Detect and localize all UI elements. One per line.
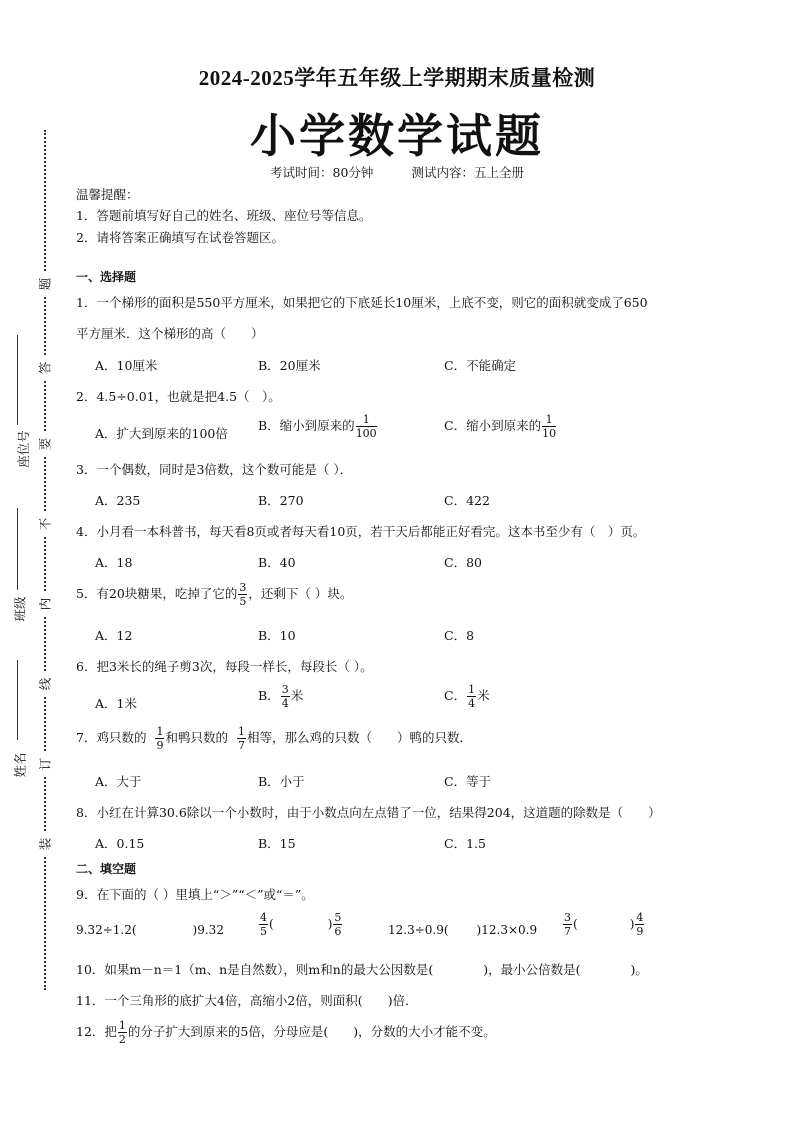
binding-char: 线 <box>38 672 51 696</box>
binding-char: 内 <box>38 592 51 616</box>
q6-option-c: C． $\frac{1}{4}$ 米 <box>444 683 490 710</box>
q2-option-c: C．缩小到原来的 $\frac{1}{10}$ <box>444 413 557 440</box>
q5-option-b: B．10 <box>258 628 296 643</box>
fraction: $\frac{1}{2}$ <box>118 1019 126 1046</box>
question-10: 10．如果m－n＝1（m、n是自然数），则m和n的最大公因数是( )，最小公倍数是( )。 <box>76 962 648 977</box>
exam-time: 考试时间：80分钟 <box>270 165 374 180</box>
q1-option-b: B．20厘米 <box>258 358 321 373</box>
q3-option-b: B．270 <box>258 493 304 508</box>
binding-dotted-line <box>44 130 46 990</box>
fraction: $\frac{1}{4}$ <box>468 683 476 710</box>
q8-option-b: B．15 <box>258 836 296 851</box>
binding-char: 答 <box>38 356 51 380</box>
fraction: $\frac{3}{5}$ <box>239 581 247 608</box>
q6-option-b: B． $\frac{3}{4}$ 米 <box>258 683 304 710</box>
q4-option-b: B．40 <box>258 555 296 570</box>
q9-expr-3: 12.3÷0.9( )12.3×0.9 <box>388 923 538 937</box>
binding-char: 订 <box>38 752 51 776</box>
tips-heading: 温馨提醒： <box>76 187 139 202</box>
fraction: $\frac{3}{4}$ <box>281 683 289 710</box>
q9-expr-1: 9.32÷1.2( )9.32 <box>76 923 224 937</box>
fraction: $\frac{1}{10}$ <box>542 413 557 440</box>
question-3: 3．一个偶数，同时是3倍数，这个数可能是（ ）． <box>76 462 353 477</box>
q3-option-c: C．422 <box>444 493 490 508</box>
q6-option-a: A．1米 <box>95 696 137 711</box>
question-1-line2: 平方厘米．这个梯形的高（ ） <box>76 326 264 341</box>
q2-option-a: A．扩大到原来的100倍 <box>95 426 228 441</box>
question-4: 4．小月看一本科普书，每天看8页或者每天看10页，若干天后都能正好看完。这本书至少有（ ）页。 <box>76 524 646 539</box>
fraction: $\frac{1}{100}$ <box>355 413 377 440</box>
q7-option-b: B．小于 <box>258 774 305 789</box>
section-heading: 一、选择题 <box>76 270 137 284</box>
q9-expr-2: $\frac{4}{5}$ ( ) $\frac{5}{6}$ <box>260 911 342 938</box>
q9-expr-4: $\frac{3}{7}$ ( ) $\frac{4}{9}$ <box>564 911 644 938</box>
fraction: $\frac{4}{5}$ <box>260 911 267 938</box>
q2-option-b: B．缩小到原来的 $\frac{1}{100}$ <box>258 413 377 440</box>
q5-option-c: C．8 <box>444 628 475 643</box>
question-2: 2．4.5÷0.01，也就是把4.5（ ）。 <box>76 389 281 404</box>
q1-option-a: A．10厘米 <box>95 358 158 373</box>
q8-option-a: A．0.15 <box>95 836 145 851</box>
fraction: $\frac{3}{7}$ <box>564 911 571 938</box>
subject-title: 小学数学试题 <box>250 109 544 163</box>
name-underline <box>17 660 18 740</box>
question-11: 11．一个三角形的底扩大4倍，高缩小2倍，则面积( )倍． <box>76 993 418 1008</box>
question-8: 8．小红在计算30.6除以一个小数时，由于小数点向左点错了一位，结果得204，这道题的除数是（ ） <box>76 805 661 820</box>
q3-option-a: A．235 <box>95 493 141 508</box>
question-12: 12．把 $\frac{1}{2}$ 的分子扩大到原来的5倍，分母应是( )，分数的大小才能不变。 <box>76 1019 496 1046</box>
name-label: 姓名 <box>12 752 28 778</box>
class-underline <box>17 508 18 590</box>
fraction: $\frac{4}{9}$ <box>636 911 644 938</box>
binding-char: 题 <box>38 272 51 296</box>
seat-underline <box>17 335 18 425</box>
fraction: $\frac{1}{9}$ <box>156 725 164 752</box>
q5-option-a: A．12 <box>95 628 133 643</box>
fraction: $\frac{1}{7}$ <box>237 725 245 752</box>
q7-option-a: A．大于 <box>95 774 142 789</box>
question-6: 6．把3米长的绳子剪3次，每段一样长，每段长（ ）。 <box>76 659 373 674</box>
seat-label: 座位号 <box>15 430 31 468</box>
q8-option-c: C．1.5 <box>444 836 486 851</box>
question-7: 7．鸡只数的 $\frac{1}{9}$ 和鸭只数的 $\frac{1}{7}$ 相等，那么鸡的只数（ ）鸭的只数． <box>76 725 472 752</box>
question-5: 5．有20块糖果，吃掉了它的 $\frac{3}{5}$ ，还剩下（ ）块。 <box>76 581 353 608</box>
class-label: 班级 <box>12 596 28 622</box>
question-1-line1: 1．一个梯形的面积是550平方厘米，如果把它的下底延长10厘米，上底不变，则它的面积就变成了650 <box>76 295 648 310</box>
fraction: $\frac{5}{6}$ <box>334 911 342 938</box>
binding-char: 不 <box>38 512 51 536</box>
tip-item: 1．答题前填写好自己的姓名、班级、座位号等信息。 <box>76 208 372 223</box>
q4-option-a: A．18 <box>95 555 133 570</box>
exam-info <box>0 163 794 181</box>
binding-char: 装 <box>38 832 51 856</box>
question-9: 9．在下面的（ ）里填上“＞”“＜”或“＝”。 <box>76 887 314 902</box>
q1-option-c: C．不能确定 <box>444 358 517 373</box>
binding-char: 要 <box>38 432 51 456</box>
q4-option-c: C．80 <box>444 555 482 570</box>
q7-option-c: C．等于 <box>444 774 492 789</box>
exam-content: 测试内容：五上全册 <box>411 165 524 180</box>
tip-item: 2．请将答案正确填写在试卷答题区。 <box>76 230 284 245</box>
exam-title: 2024-2025学年五年级上学期期末质量检测 <box>198 66 596 90</box>
section-heading: 二、填空题 <box>76 862 137 876</box>
